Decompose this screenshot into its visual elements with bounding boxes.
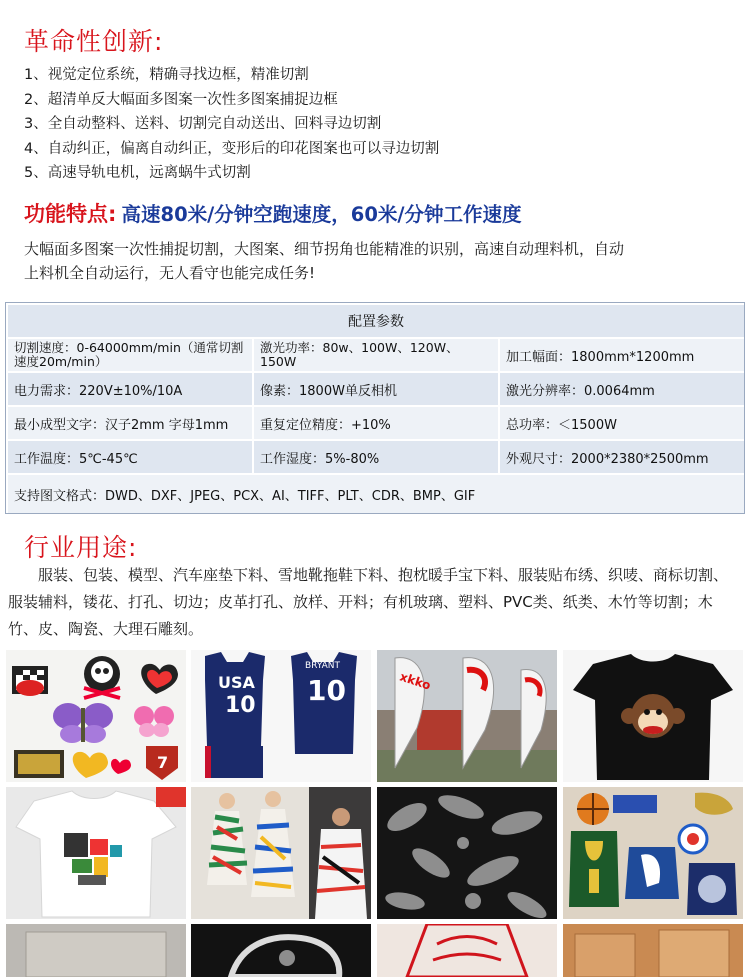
section2-title: 功能特点:	[24, 202, 117, 226]
speed-highlight: 高速80米/分钟空跑速度，60米/分钟工作速度	[121, 203, 522, 226]
jersey-text-usa: USA	[218, 673, 255, 692]
spec-cell: 工作湿度：5%-80%	[253, 440, 499, 474]
spec-cell: 切割速度：0-64000mm/min（通常切割速度20m/min）	[7, 338, 253, 372]
photo-stone-carving	[6, 924, 186, 977]
usage-paragraph: 服装、包装、模型、汽车座垫下料、雪地靴拖鞋下料、抱枕暖手宝下料、服装贴布绣、织唛、商标切割、服装辅料，镂花、打孔、切边；皮革打孔、放样、开料；有机玻璃、塑料、PVC类、纸类、木竹等切割；木竹、皮、陶瓷、大理石雕刻。	[8, 566, 729, 638]
section3-title: 行业用途:	[24, 533, 138, 562]
photo-paper-cutting	[377, 924, 557, 977]
feature-list	[24, 63, 439, 186]
spec-table	[6, 303, 746, 515]
spec-cell: 总功率：＜1500W	[499, 406, 745, 440]
spec-cell: 像素：1800W单反相机	[253, 372, 499, 406]
features-line-1: 大幅面多图案一次性捕捉切割，大图案、细节拐角也能精准的识别，高速自动理料机，自动	[24, 240, 625, 258]
photo-embroidered-badges	[563, 787, 743, 919]
jersey-text-bryant: BRYANT	[305, 661, 341, 671]
flag-text: xkko	[398, 669, 433, 693]
spec-cell: 重复定位精度：+10%	[253, 406, 499, 440]
tiger-badge	[687, 863, 737, 915]
mavericks-badge	[625, 847, 679, 899]
list-item: 3、全自动整料、送料、切割完自动送出、回料寻边切割	[24, 116, 382, 132]
features-heading	[24, 198, 522, 228]
usa-jersey	[205, 652, 265, 778]
spec-formats: 支持图文格式：DWD、DXF、JPEG、PCX、AI、TIFF、PLT、CDR、BMP、GIF	[7, 474, 745, 514]
photo-black-cutwork	[377, 787, 557, 919]
photo-acrylic-parts	[191, 924, 371, 977]
jersey-number-usa: 10	[225, 693, 256, 718]
photo-flags	[377, 650, 557, 782]
model-right	[309, 787, 371, 919]
basketball-badge	[577, 793, 609, 825]
spec-cell: 激光分辨率：0.0064mm	[499, 372, 745, 406]
spec-cell: 激光功率：80w、100W、120W、150W	[253, 338, 499, 372]
fifa-trophy-badge	[569, 831, 619, 907]
spec-cell: 加工幅面：1800mm*1200mm	[499, 338, 745, 372]
list-item: 5、高速导轨电机，远离蜗牛式切割	[24, 165, 251, 181]
photo-jerseys	[191, 650, 371, 782]
jersey-number-bryant: 10	[307, 674, 346, 707]
gold-badge-patch	[14, 750, 64, 778]
list-item: 2、超清单反大幅面多图案一次性多图案捕捉边框	[24, 91, 338, 108]
list-item: 1、视觉定位系统，精确寻找边框，精准切割	[24, 67, 309, 83]
spec-cell: 电力需求：220V±10%/10A	[7, 372, 253, 406]
photo-tshirt-print	[6, 787, 186, 919]
spec-cell: 最小成型文字：汉子2mm 字母1mm	[7, 406, 253, 440]
photo-wood-engraving	[563, 924, 743, 977]
checkered-flag-patch	[12, 666, 48, 696]
spec-cell: 外观尺寸：2000*2380*2500mm	[499, 440, 745, 474]
spec-table-header: 配置参数	[7, 304, 745, 338]
svg-text:7: 7	[157, 753, 169, 772]
features-line-2: 上料机全自动运行，无人看守也能完成任务!	[24, 264, 316, 282]
spec-cell: 工作温度：5℃-45℃	[7, 440, 253, 474]
photo-tshirt-monkey	[563, 650, 743, 782]
section1-title: 革命性创新:	[24, 27, 164, 56]
photo-fashion-models	[191, 787, 371, 919]
bryant-jersey	[291, 652, 357, 754]
russia-badge	[679, 825, 707, 853]
photo-patches	[6, 650, 186, 782]
butterfly-patch-purple	[53, 703, 113, 743]
list-item: 4、自动纠正，偏离自动纠正，变形后的印花图案也可以寻边切割	[24, 140, 440, 157]
